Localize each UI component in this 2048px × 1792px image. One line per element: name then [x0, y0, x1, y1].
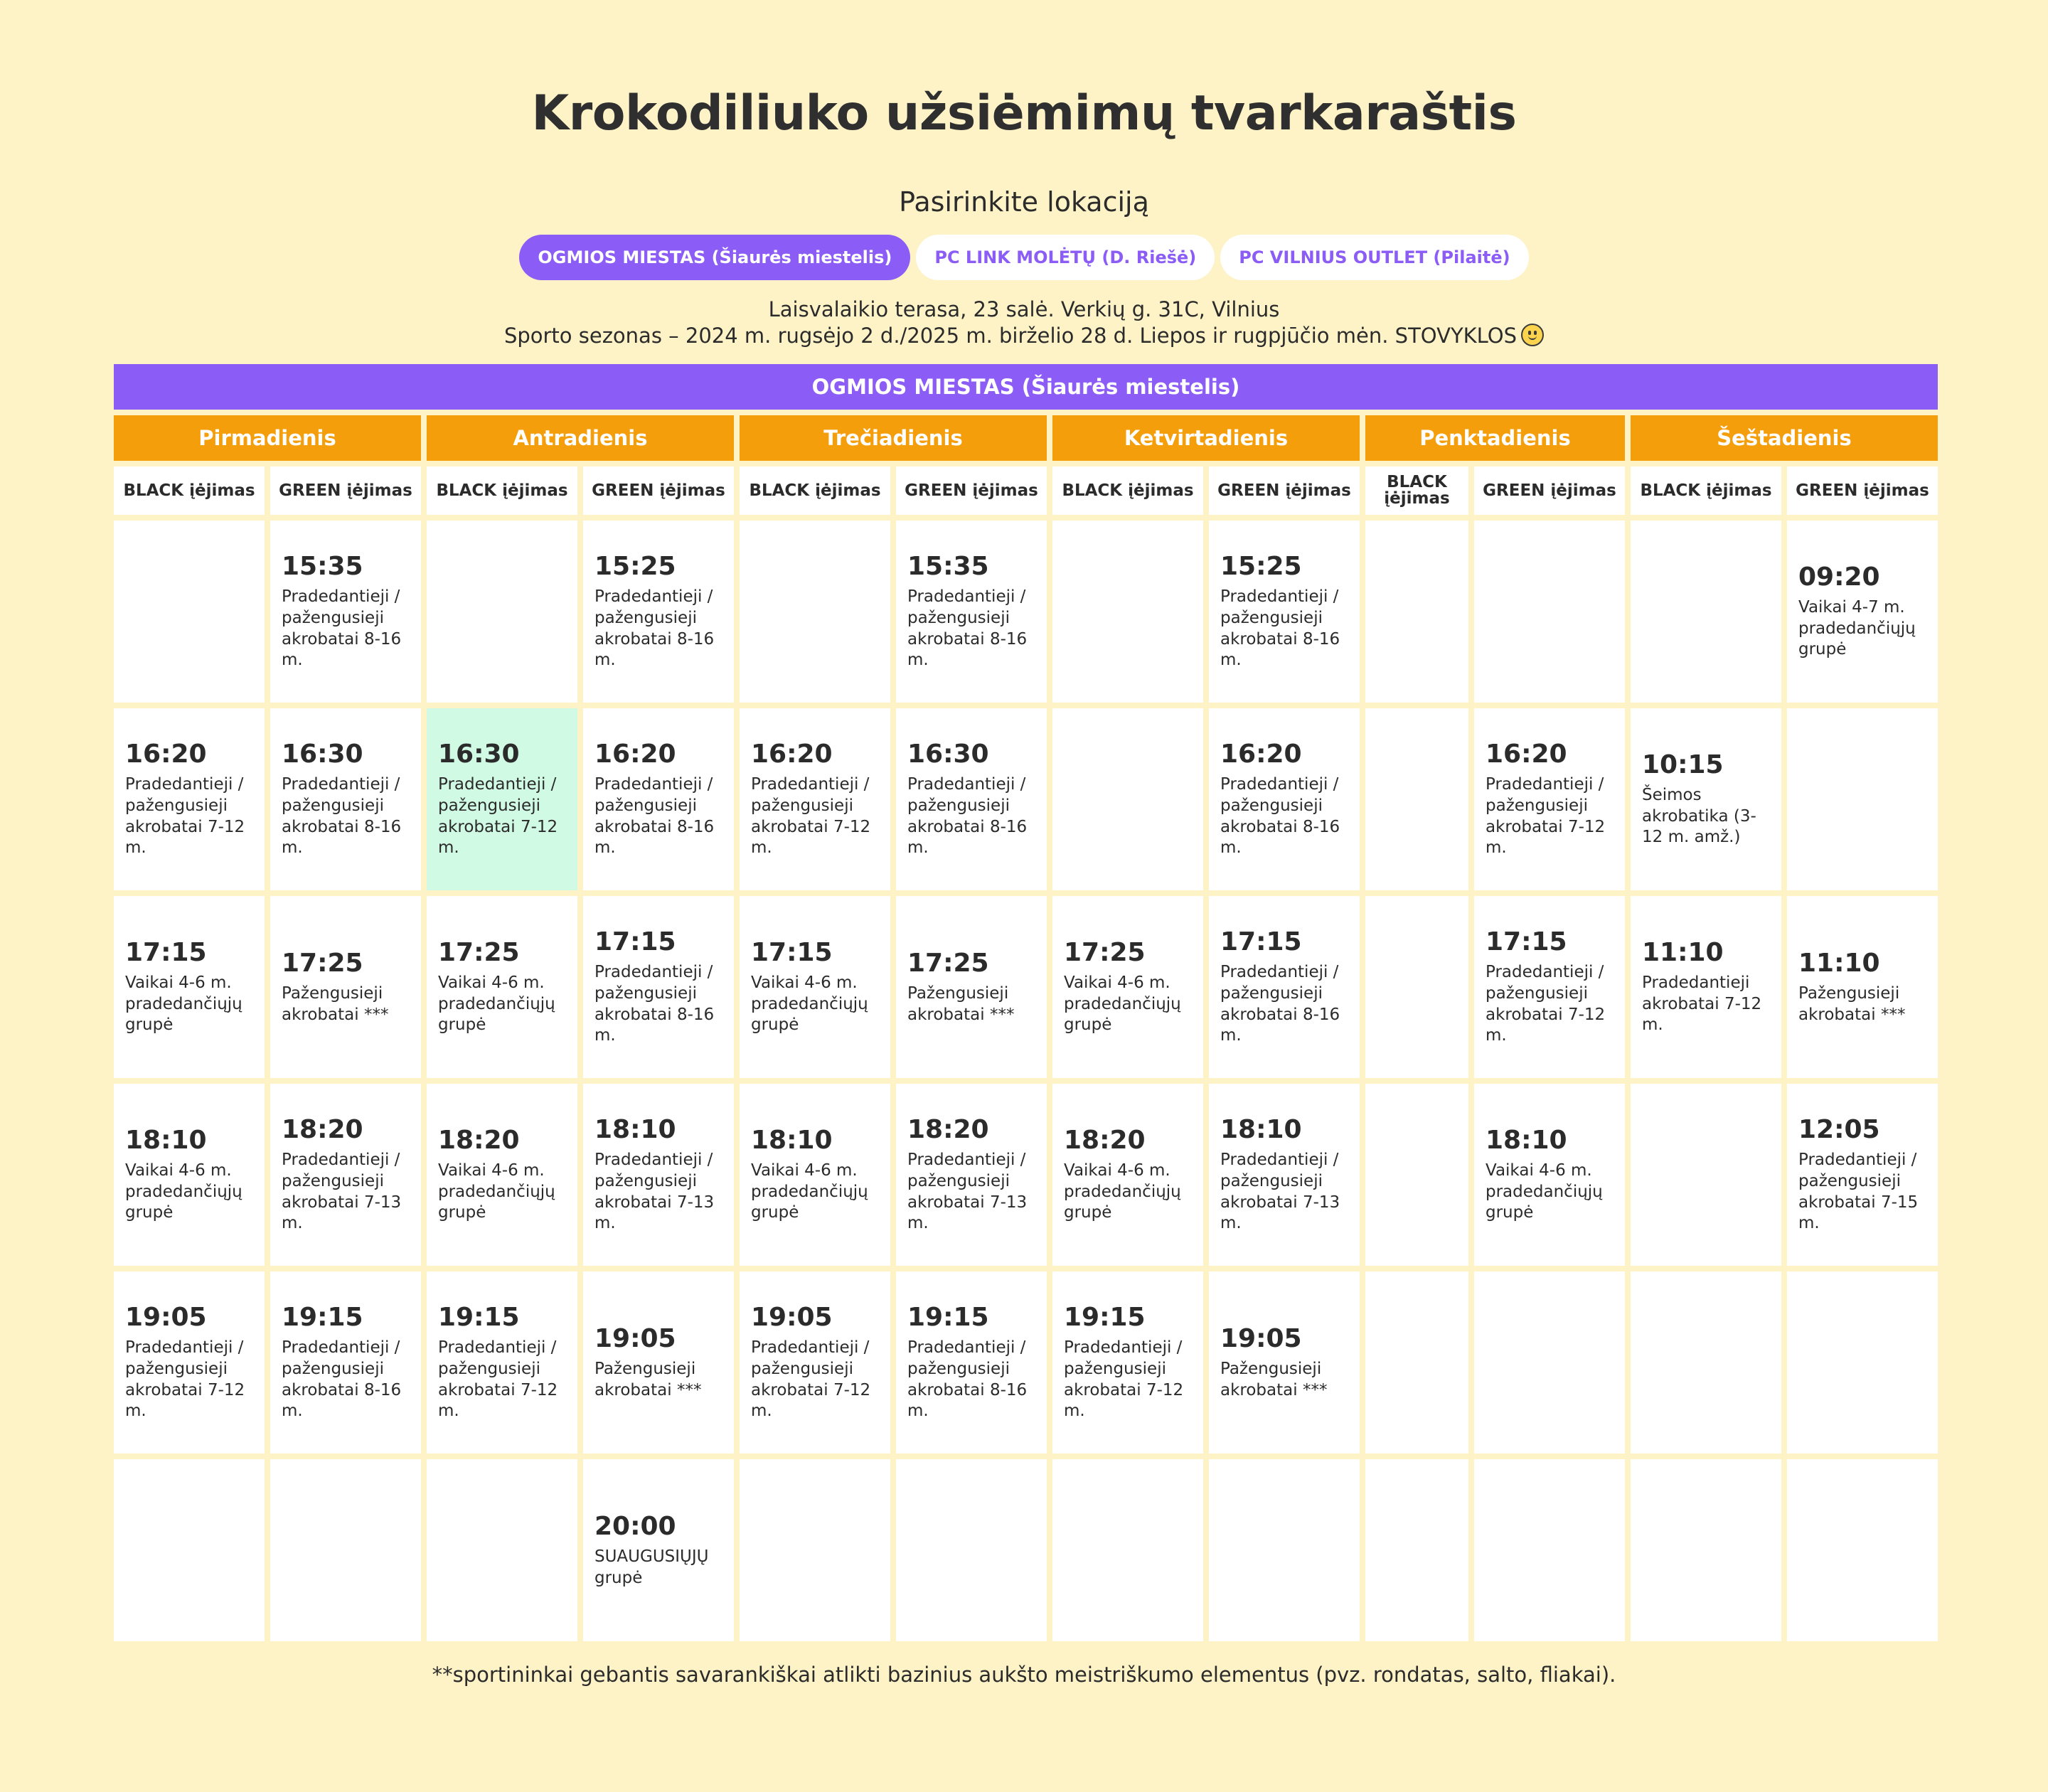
class-time: 16:30 [907, 739, 989, 769]
class-description: Pradedantieji / pažengusieji akrobatai 7-13 m. [282, 1150, 402, 1233]
empty-slot [1631, 521, 1781, 703]
empty-slot [740, 1459, 890, 1641]
pass-type-header: GREEN įėjimas [1787, 466, 1938, 515]
class-slot[interactable] [1474, 708, 1625, 890]
class-slot[interactable] [1052, 1084, 1203, 1266]
empty-slot [1209, 1459, 1360, 1641]
class-time: 09:20 [1798, 562, 1880, 592]
class-slot[interactable] [1052, 1271, 1203, 1454]
class-description: Vaikai 4-6 m. pradedančiųjų grupė [125, 1161, 242, 1222]
class-time: 17:15 [125, 937, 207, 967]
class-description: Pradedantieji / pažengusieji akrobatai 8-16 m. [1220, 962, 1340, 1045]
empty-slot [1631, 1459, 1781, 1641]
class-description: Pradedantieji / pažengusieji akrobatai 8-16 m. [907, 774, 1028, 858]
class-time: 15:25 [1220, 551, 1302, 581]
class-slot[interactable] [1209, 896, 1360, 1078]
class-description: Vaikai 4-6 m. pradedančiųjų grupė [438, 973, 555, 1035]
pass-type-header: BLACK įėjimas [1365, 466, 1468, 515]
class-slot[interactable] [114, 896, 265, 1078]
class-slot[interactable] [114, 1084, 265, 1266]
class-slot[interactable] [1052, 896, 1203, 1078]
class-time: 11:10 [1798, 948, 1880, 978]
class-slot[interactable] [1787, 521, 1938, 703]
class-time: 17:15 [1220, 927, 1302, 956]
empty-slot [1365, 1084, 1468, 1266]
class-description: Pradedantieji / pažengusieji akrobatai 8-16 m. [282, 774, 402, 858]
class-slot[interactable] [427, 708, 577, 890]
location-banner: OGMIOS MIESTAS (Šiaurės miestelis) [114, 364, 1938, 410]
address-text: Laisvalaikio terasa, 23 salė. Verkių g. 31C, Vilnius [768, 297, 1280, 321]
page-title: Krokodiliuko užsiėmimų tvarkaraštis [531, 85, 1517, 142]
empty-slot [427, 521, 577, 703]
class-slot[interactable] [1787, 896, 1938, 1078]
day-header-tuesday: Antradienis [427, 415, 734, 461]
empty-slot [114, 521, 265, 703]
class-slot[interactable] [583, 521, 734, 703]
day-header-thursday: Ketvirtadienis [1052, 415, 1360, 461]
class-slot[interactable] [583, 1271, 734, 1454]
class-time: 18:20 [282, 1114, 363, 1144]
class-description: Pradedantieji / pažengusieji akrobatai 7-12 m. [438, 774, 558, 858]
empty-slot [1787, 1271, 1938, 1454]
class-time: 16:20 [1220, 739, 1302, 769]
class-slot[interactable] [270, 1271, 421, 1454]
class-time: 16:20 [751, 739, 833, 769]
class-description: Vaikai 4-7 m. pradedančiųjų grupė [1798, 597, 1916, 659]
class-time: 16:20 [125, 739, 207, 769]
class-time: 16:30 [282, 739, 363, 769]
class-slot[interactable] [1631, 896, 1781, 1078]
class-slot[interactable] [1209, 521, 1360, 703]
class-description: Pradedantieji / pažengusieji akrobatai 8-16 m. [594, 587, 715, 670]
class-slot[interactable] [1209, 708, 1360, 890]
class-slot[interactable] [1209, 1271, 1360, 1454]
class-slot[interactable] [740, 1271, 890, 1454]
schedule-table [114, 364, 1935, 1641]
class-description: Pradedantieji / pažengusieji akrobatai 8-16 m. [282, 587, 402, 670]
empty-slot [896, 1459, 1047, 1641]
class-description: Pradedantieji / pažengusieji akrobatai 7-12 m. [1064, 1338, 1184, 1421]
class-time: 18:20 [438, 1125, 520, 1155]
class-slot[interactable] [740, 708, 890, 890]
class-time: 17:25 [282, 948, 363, 978]
location-tab-vilnius-outlet[interactable]: PC VILNIUS OUTLET (Pilaitė) [1220, 235, 1528, 280]
class-time: 15:25 [594, 551, 676, 581]
class-time: 19:05 [125, 1302, 207, 1332]
class-time: 18:10 [751, 1125, 833, 1155]
season-info [0, 324, 2048, 348]
pass-type-header: GREEN įėjimas [1474, 466, 1625, 515]
class-time: 15:35 [282, 551, 363, 581]
pass-type-header: GREEN įėjimas [1209, 466, 1360, 515]
pass-type-header: GREEN įėjimas [896, 466, 1047, 515]
class-time: 15:35 [907, 551, 989, 581]
empty-slot [1365, 708, 1468, 890]
class-description: Pradedantieji / pažengusieji akrobatai 7-13 m. [594, 1150, 715, 1233]
class-time: 12:05 [1798, 1114, 1880, 1144]
class-description: Pradedantieji / pažengusieji akrobatai 7-12 m. [125, 774, 245, 858]
class-slot[interactable] [427, 1084, 577, 1266]
location-tabs [0, 235, 2048, 280]
pass-type-header: BLACK įėjimas [114, 466, 265, 515]
class-slot[interactable] [896, 1271, 1047, 1454]
day-header-wednesday: Trečiadienis [740, 415, 1047, 461]
class-description: Pažengusieji akrobatai *** [1220, 1359, 1328, 1399]
empty-slot [1474, 1459, 1625, 1641]
class-description: Pradedantieji / pažengusieji akrobatai 7-12 m. [751, 774, 871, 858]
class-time: 20:00 [594, 1511, 676, 1541]
class-slot[interactable] [114, 708, 265, 890]
class-description: Pradedantieji / pažengusieji akrobatai 7-13 m. [1220, 1150, 1340, 1233]
class-slot[interactable] [896, 896, 1047, 1078]
class-description: Pradedantieji akrobatai 7-12 m. [1642, 973, 1762, 1035]
class-time: 18:10 [1220, 1114, 1302, 1144]
empty-slot [1787, 708, 1938, 890]
empty-slot [1365, 521, 1468, 703]
pass-type-header: BLACK įėjimas [427, 466, 577, 515]
class-description: Pradedantieji / pažengusieji akrobatai 8-16 m. [594, 774, 715, 858]
class-slot[interactable] [1631, 708, 1781, 890]
day-header-monday: Pirmadienis [114, 415, 421, 461]
class-slot[interactable] [896, 708, 1047, 890]
class-time: 17:25 [907, 948, 989, 978]
class-time: 17:15 [594, 927, 676, 956]
class-slot[interactable] [583, 708, 734, 890]
class-description: Pradedantieji / pažengusieji akrobatai 7-13 m. [907, 1150, 1028, 1233]
pass-type-header: GREEN įėjimas [583, 466, 734, 515]
class-description: Pradedantieji / pažengusieji akrobatai 7-12 m. [125, 1338, 245, 1421]
class-description: Vaikai 4-6 m. pradedančiųjų grupė [125, 973, 242, 1035]
pass-type-header: BLACK įėjimas [1052, 466, 1203, 515]
empty-slot [1631, 1084, 1781, 1266]
day-header-friday: Penktadienis [1365, 415, 1625, 461]
class-description: Pradedantieji / pažengusieji akrobatai 7-12 m. [751, 1338, 871, 1421]
class-slot[interactable] [740, 1084, 890, 1266]
class-slot[interactable] [1474, 1084, 1625, 1266]
class-slot[interactable] [270, 521, 421, 703]
class-description: Pažengusieji akrobatai *** [1798, 983, 1906, 1024]
class-description: Pradedantieji / pažengusieji akrobatai 8-16 m. [282, 1338, 402, 1421]
class-description: Pradedantieji / pažengusieji akrobatai 8-16 m. [1220, 774, 1340, 858]
class-time: 18:10 [125, 1125, 207, 1155]
smiley-emoji-icon [1521, 324, 1544, 346]
class-time: 17:25 [438, 937, 520, 967]
class-time: 19:05 [594, 1323, 676, 1353]
class-time: 17:15 [1486, 927, 1567, 956]
class-description: Pradedantieji / pažengusieji akrobatai 7-12 m. [1486, 962, 1606, 1045]
empty-slot [1631, 1271, 1781, 1454]
class-slot[interactable] [896, 521, 1047, 703]
class-description: Pažengusieji akrobatai *** [907, 983, 1015, 1024]
class-slot[interactable] [740, 896, 890, 1078]
empty-slot [1474, 1271, 1625, 1454]
class-time: 16:20 [594, 739, 676, 769]
class-slot[interactable] [427, 1271, 577, 1454]
day-header-saturday: Šeštadienis [1631, 415, 1938, 461]
class-slot[interactable] [270, 1084, 421, 1266]
class-description: Pradedantieji / pažengusieji akrobatai 7-12 m. [1486, 774, 1606, 858]
empty-slot [1052, 521, 1203, 703]
empty-slot [1787, 1459, 1938, 1641]
class-description: Pradedantieji / pažengusieji akrobatai 8-16 m. [907, 1338, 1028, 1421]
class-slot[interactable] [427, 896, 577, 1078]
location-tab-ogmios[interactable]: OGMIOS MIESTAS (Šiaurės miestelis) [519, 235, 910, 280]
class-time: 19:15 [1064, 1302, 1146, 1332]
footnote: **sportininkai gebantis savarankiškai atlikti bazinius aukšto meistriškumo elementus (pvz. rondatas, salto, fliakai). [432, 1663, 1616, 1687]
class-time: 17:25 [1064, 937, 1146, 967]
class-time: 19:15 [907, 1302, 989, 1332]
class-slot[interactable] [270, 708, 421, 890]
empty-slot [427, 1459, 577, 1641]
class-description: Vaikai 4-6 m. pradedančiųjų grupė [438, 1161, 555, 1222]
empty-slot [1365, 1271, 1468, 1454]
empty-slot [740, 521, 890, 703]
class-time: 19:15 [438, 1302, 520, 1332]
class-time: 16:30 [438, 739, 520, 769]
class-slot[interactable] [114, 1271, 265, 1454]
class-description: Pažengusieji akrobatai *** [594, 1359, 702, 1399]
class-description: SUAUGUSIŲJŲ grupė [594, 1547, 709, 1587]
class-slot[interactable] [1787, 1084, 1938, 1266]
location-prompt: Pasirinkite lokaciją [899, 186, 1149, 218]
class-description: Šeimos akrobatika (3-12 m. amž.) [1642, 785, 1756, 847]
class-description: Pradedantieji / pažengusieji akrobatai 8-16 m. [907, 587, 1028, 670]
class-slot[interactable] [583, 1084, 734, 1266]
class-slot[interactable] [583, 896, 734, 1078]
class-slot[interactable] [1474, 896, 1625, 1078]
class-description: Pradedantieji / pažengusieji akrobatai 8-16 m. [1220, 587, 1340, 670]
class-slot[interactable] [583, 1459, 734, 1641]
location-tab-link-moletu[interactable]: PC LINK MOLĖTŲ (D. Riešė) [916, 235, 1215, 280]
class-time: 16:20 [1486, 739, 1567, 769]
class-time: 19:05 [1220, 1323, 1302, 1353]
class-description: Pradedantieji / pažengusieji akrobatai 7-15 m. [1798, 1150, 1919, 1233]
class-slot[interactable] [1209, 1084, 1360, 1266]
pass-type-header: GREEN įėjimas [270, 466, 421, 515]
class-description: Pradedantieji / pažengusieji akrobatai 7-12 m. [438, 1338, 558, 1421]
empty-slot [270, 1459, 421, 1641]
class-description: Vaikai 4-6 m. pradedančiųjų grupė [751, 1161, 868, 1222]
class-time: 18:10 [1486, 1125, 1567, 1155]
class-description: Vaikai 4-6 m. pradedančiųjų grupė [751, 973, 868, 1035]
class-time: 18:20 [907, 1114, 989, 1144]
class-description: Pradedantieji / pažengusieji akrobatai 8-16 m. [594, 962, 715, 1045]
class-time: 10:15 [1642, 750, 1724, 779]
empty-slot [1365, 896, 1468, 1078]
empty-slot [1474, 521, 1625, 703]
class-time: 19:15 [282, 1302, 363, 1332]
empty-slot [1052, 708, 1203, 890]
class-time: 19:05 [751, 1302, 833, 1332]
pass-type-header: BLACK įėjimas [740, 466, 890, 515]
class-description: Vaikai 4-6 m. pradedančiųjų grupė [1486, 1161, 1603, 1222]
class-description: Vaikai 4-6 m. pradedančiųjų grupė [1064, 973, 1181, 1035]
class-time: 17:15 [751, 937, 833, 967]
class-time: 11:10 [1642, 937, 1724, 967]
empty-slot [1365, 1459, 1468, 1641]
pass-type-header: BLACK įėjimas [1631, 466, 1781, 515]
season-text: Sporto sezonas – 2024 m. rugsėjo 2 d./2025 m. birželio 28 d. Liepos ir rugpjūčio mėn. STOVYKLOS [503, 324, 1518, 348]
class-description: Pažengusieji akrobatai *** [282, 983, 389, 1024]
class-description: Vaikai 4-6 m. pradedančiųjų grupė [1064, 1161, 1181, 1222]
class-slot[interactable] [896, 1084, 1047, 1266]
empty-slot [1052, 1459, 1203, 1641]
class-slot[interactable] [270, 896, 421, 1078]
class-time: 18:10 [594, 1114, 676, 1144]
empty-slot [114, 1459, 265, 1641]
class-time: 18:20 [1064, 1125, 1146, 1155]
